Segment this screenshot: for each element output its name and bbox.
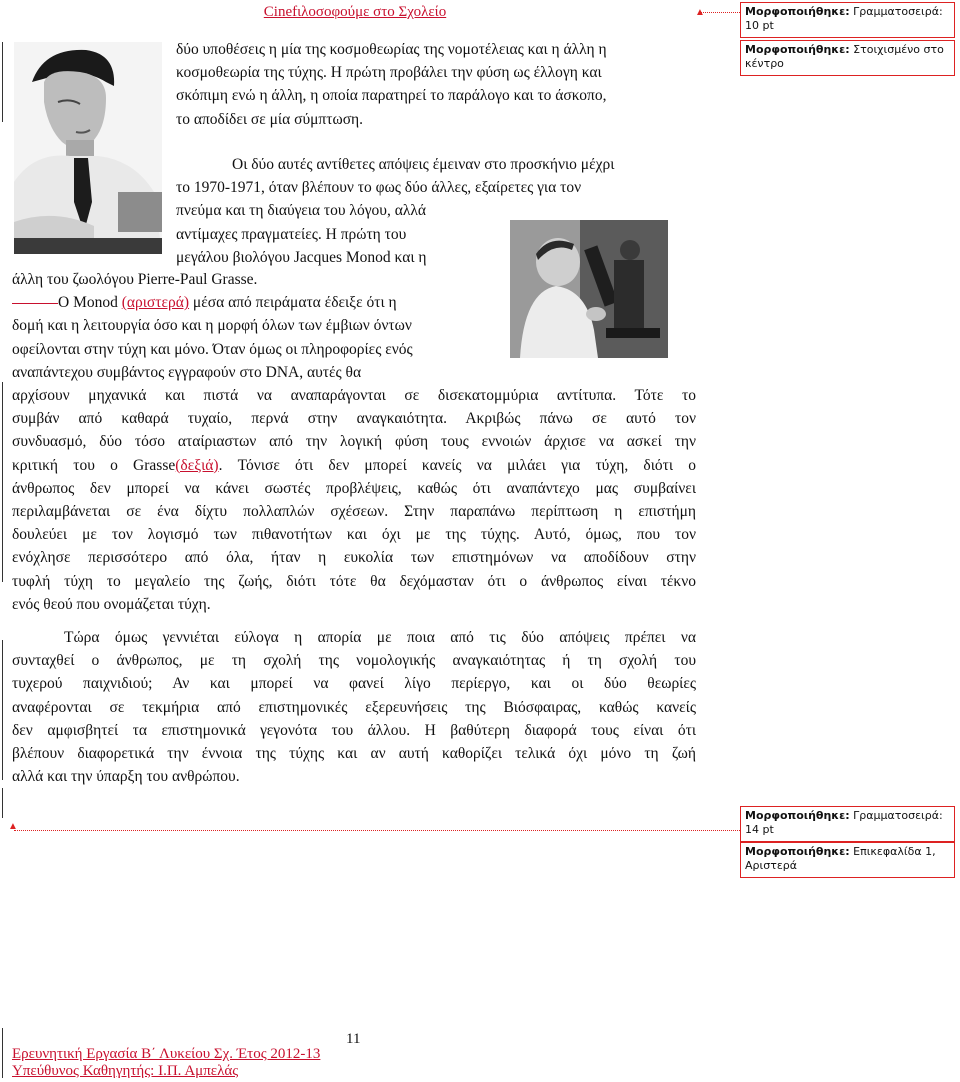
insertion-caret-icon: ▲ [8,821,18,832]
monod-name: Ο Monod [58,294,118,312]
text-line: δύο υποθέσεις η μία της κοσμοθεωρίας της νομοτέλειας και η άλλη η [176,41,607,58]
grasse-text: κριτική του ο Grasse [12,456,176,474]
text-line-rest: . Τόνισε ότι δεν μπορεί κανείς να μιλάει για τύχη, διότι ο [218,456,696,474]
tracked-space [12,291,58,304]
text-line: συμβάν από καθαρά τυχαίο, περνά στην αναγκαιότητα. Ακριβώς πάνω σε αυτό τον [12,410,696,428]
text-line: αντίμαχες πραγματείες. Η πρώτη του [176,225,407,243]
text-line: αλλά και την ύπαρξη του ανθρώπου. [12,768,240,786]
comment-label: Μορφοποιήθηκε: [745,845,850,858]
text-line: πνεύμα και τη διαύγεια του λόγου, αλλά [176,202,426,220]
comment-connector-bottom [14,830,740,831]
footer-line-2: Υπεύθυνος Καθηγητής: Ι.Π. Αμπελάς [12,1063,239,1079]
comment-connector-top [700,12,740,13]
tracked-insert-left: (αριστερά) [121,294,190,312]
comment-label: Μορφοποιήθηκε: [745,809,850,822]
text-line: δομή και η λειτουργία όσο και η μορφή όλων των έμβιων όντων [12,317,412,335]
insertion-caret-icon: ▲ [695,7,705,18]
monod-photo [14,42,162,254]
text-line: δεν αμφισβητεί τα επιστημονικά γεγονότα του άλλου. Η βαθύτερη διαφορά τους είναι ότι [12,721,696,739]
text-line: αναφέρονται σε τεκμήρια από επιστημονικές εξερευνήσεις της Βιόσφαιρας, καθώς κανείς [12,698,696,716]
text-line: αρχίσουν μηχανικά και πιστά να αναπαράγονται σε δισεκατομμύρια αντίτυπα. Τότε το [12,387,696,404]
paragraph-two-full [12,384,696,616]
text-line: τυχερού παιχνιδιού; Αν και μπορεί να φανεί λίγο περίεργο, και οι δύο θεωρίες [12,675,696,693]
text-line: αναπάντεχου συμβάντος εγγραφούν στο DNA, αυτές θα [12,363,362,381]
intro-paragraph [176,38,696,131]
text-line: οφείλονται στην τύχη και μόνο. Όταν όμως οι πληροφορίες ενός [12,340,413,358]
text-line: άνθρωπος δεν μπορεί να κάνει σωστές προβλέψεις, καθώς ότι αναπάντεχο μας συμβαίνει [12,479,696,497]
comment-label: Μορφοποιήθηκε: [745,5,850,18]
format-comment-heading[interactable] [740,842,955,878]
paragraph-two-top [176,153,696,269]
comment-text: Γραμματοσειρά: 14 pt [745,809,943,836]
tracked-insert-right: (δεξιά) [175,456,219,474]
comment-text: Γραμματοσειρά: 10 pt [745,5,943,32]
comment-label: Μορφοποιήθηκε: [745,43,850,56]
change-bar [2,382,3,582]
header-title: Cinefιλοσοφούμε στο Σχολείο [263,4,447,20]
text-line: σκόπιμη ενώ η άλλη, η οποία παρατηρεί το παράλογο και το άσκοπο, [176,87,607,105]
text-line: συνδυασμό, δύο τόσο αταίριαστων από την λογική φύση τους εννοιών άρχισε να ασκεί την [12,433,696,451]
text-line: ενός θεού που ονομάζεται τύχη. [12,595,211,613]
change-bar [2,788,3,818]
page-number: 11 [346,1031,361,1047]
paragraph-three [12,626,696,788]
text-line: το 1970-1971, όταν βλέπουν το φως δύο άλλες, εξαίρετες για τον [176,179,582,197]
text-line: συνταχθεί ο άνθρωπος, με τη σχολή της νομολογικής αναγκαιότητας ή τη σχολή του [12,652,696,670]
paragraph-two-wrap [12,268,498,384]
change-bar [2,1028,3,1078]
text-line: άλλη του ζωολόγου Pierre-Paul Grasse. [12,271,258,288]
format-comment-font-10[interactable] [740,2,955,38]
text-line: Τώρα όμως γεννιέται εύλογα η απορία με ποια από τις δύο απόψεις πρέπει να [64,629,696,646]
text-line [12,291,498,314]
text-line: κοσμοθεωρία της τύχης. Η πρώτη προβάλει την φύση ως έλλογη και [176,64,602,82]
text-line: ενόχλησε περισσότερο από όλα, ήταν η ευκολία των επιστημόνων να αποδίδουν στην [12,549,696,567]
change-bar [2,640,3,780]
text-line [12,454,696,477]
portrait-image [14,42,162,254]
text-line: μεγάλου βιολόγου Jacques Monod και η [176,248,427,266]
text-line: Οι δύο αυτές αντίθετες απόψεις έμειναν στο προσκήνιο μέχρι [232,156,615,173]
footer-line-1: Ερευνητική Εργασία Β΄ Λυκείου Σχ. Έτος 2012-13 [12,1046,321,1062]
format-comment-center[interactable] [740,40,955,76]
text-line: βλέπουν διαφορετικά την έννοια της τύχης και αν αυτή καθορίζει τελικά όχι μόνο τη ζωή [12,745,696,763]
text-line: δουλεύει με τον λογισμό των πιθανοτήτων και όχι με της τύχης. Αυτό, όμως, που τον [12,526,696,544]
text-line-rest: μέσα από πειράματα έδειξε ότι η [192,294,397,312]
change-bar [2,42,3,122]
format-comment-font-14[interactable] [740,806,955,842]
comment-text: Στοιχισμένο στο κέντρο [745,43,944,70]
text-line: τυφλή τύχη το μεγαλείο της ζωής, διότι τότε θα δεχόμασταν ότι ο άνθρωπος είναι τέκνο [12,572,696,590]
text-line: περιλαμβάνεται σε ένα δίχτυ πολλαπλών σχέσεων. Στην παραπάνω περίπτωση η επιστήμη [12,503,696,521]
text-line: το αποδίδει σε μία σύμπτωση. [176,110,364,128]
comment-text: Επικεφαλίδα 1, Αριστερά [745,845,936,872]
